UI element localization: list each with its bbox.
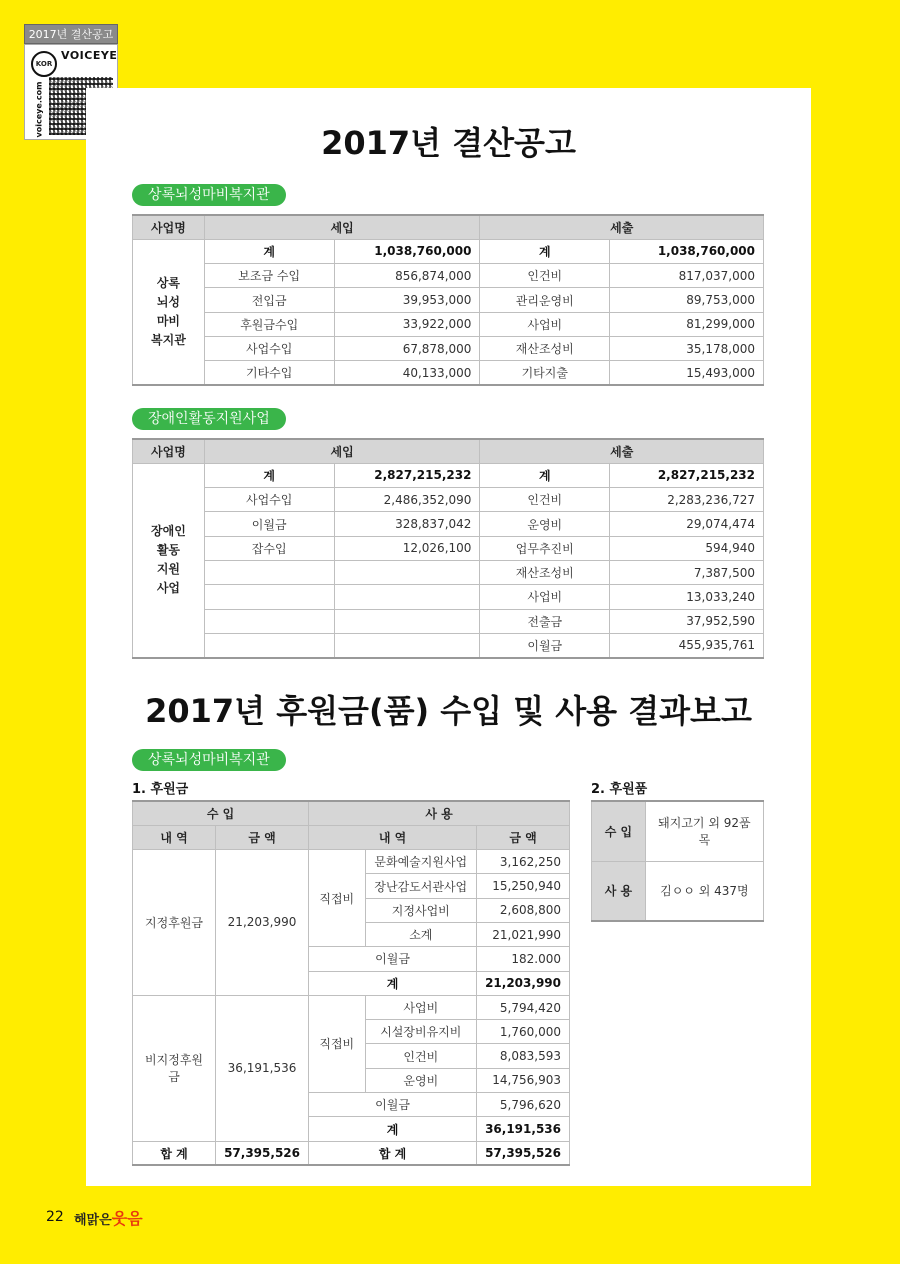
section-pill-2: 장애인활동지원사업 [132,408,286,430]
sum-use-label: 합 계 [309,1141,477,1165]
expense-label: 사업비 [480,312,610,336]
table-row [592,801,764,861]
group-amount: 36,191,536 [216,995,309,1141]
use-label: 장난감도서관사업 [365,874,477,898]
income-label [204,560,334,584]
expense-value: 594,940 [610,536,764,560]
biz-name: 장애인 활동 지원 사업 [133,463,205,657]
use-value: 3,162,250 [477,850,570,874]
table-row [133,312,764,336]
col-biz: 사업명 [133,215,205,239]
expense-label: 기타지출 [480,361,610,385]
col-biz: 사업명 [133,439,205,463]
carry-label: 이월금 [309,947,477,971]
expense-label: 전출금 [480,609,610,633]
donation-money-table [132,800,570,1166]
use-value: 14,756,903 [477,1068,570,1092]
table-row [133,850,570,874]
income-label [204,633,334,657]
carry-value: 5,796,620 [477,1093,570,1117]
biz-name: 상록 뇌성 마비 복지관 [133,239,205,385]
table-row [592,861,764,921]
col-use-amount: 금 액 [477,825,570,849]
group-name: 비지정후원금 [133,995,216,1141]
col-use-item: 내 역 [309,825,477,849]
total-label: 계 [309,1117,477,1141]
expense-value: 2,827,215,232 [610,463,764,487]
use-label: 지정사업비 [365,898,477,922]
expense-value: 2,283,236,727 [610,488,764,512]
total-value: 36,191,536 [477,1117,570,1141]
income-value [334,609,480,633]
expense-label: 관리운영비 [480,288,610,312]
table-row [133,995,570,1019]
use-label: 인건비 [365,1044,477,1068]
kor-seal: KOR [31,51,57,77]
voiceye-site: voiceye.com [34,81,44,138]
income-value [334,633,480,657]
col-income: 수 입 [133,801,309,825]
section-pill-1: 상록뇌성마비복지관 [132,184,286,206]
goods-income-value: 돼지고기 외 92품목 [645,801,763,861]
col-expense: 세출 [480,439,764,463]
expense-label: 계 [480,463,610,487]
income-label: 보조금 수입 [204,264,334,288]
income-label: 잡수입 [204,536,334,560]
sum-row [133,1141,570,1165]
use-value: 15,250,940 [477,874,570,898]
income-value [334,560,480,584]
col-expense: 세출 [480,215,764,239]
use-label: 문화예술지원사업 [365,850,477,874]
page-title: 2017년 결산공고 [321,124,576,162]
use-value: 21,021,990 [477,922,570,946]
table-row [133,488,764,512]
income-label: 계 [204,463,334,487]
sum-use-value: 57,395,526 [477,1141,570,1165]
expense-label: 계 [480,239,610,263]
table-row [133,463,764,487]
col-amount: 금 액 [216,825,309,849]
expense-label: 인건비 [480,488,610,512]
table-row [133,336,764,360]
expense-value: 15,493,000 [610,361,764,385]
col-use: 사 용 [309,801,570,825]
table-row [133,609,764,633]
expense-value: 455,935,761 [610,633,764,657]
expense-value: 81,299,000 [610,312,764,336]
donation-goods-heading: 2. 후원품 [591,782,648,797]
magazine-logo: 해맑은웃음 [74,1209,143,1228]
settlement-table-1 [132,214,764,386]
expense-value: 7,387,500 [610,560,764,584]
use-label: 운영비 [365,1068,477,1092]
table-row [133,585,764,609]
table-row [133,288,764,312]
table-row [133,361,764,385]
section-tag: 2017년 결산공고 [24,24,118,44]
use-value: 2,608,800 [477,898,570,922]
income-value [334,585,480,609]
page-paper [86,88,811,1186]
expense-value: 13,033,240 [610,585,764,609]
income-label: 계 [204,239,334,263]
income-value: 2,486,352,090 [334,488,480,512]
expense-value: 817,037,000 [610,264,764,288]
section-pill-3: 상록뇌성마비복지관 [132,749,286,771]
total-label: 계 [309,971,477,995]
group-name: 지정후원금 [133,850,216,996]
direct-cost-label: 직접비 [309,995,366,1092]
expense-label: 이월금 [480,633,610,657]
report-title: 2017년 후원금(품) 수입 및 사용 결과보고 [145,692,752,730]
group-amount: 21,203,990 [216,850,309,996]
expense-label: 재산조성비 [480,560,610,584]
income-value: 33,922,000 [334,312,480,336]
table-row [133,264,764,288]
income-value: 67,878,000 [334,336,480,360]
use-value: 8,083,593 [477,1044,570,1068]
voiceye-brand: VOICEYE [61,49,118,62]
table-row [133,633,764,657]
income-value: 1,038,760,000 [334,239,480,263]
income-label: 사업수입 [204,488,334,512]
income-value: 2,827,215,232 [334,463,480,487]
goods-income-label: 수 입 [592,801,646,861]
donation-goods-table [591,800,764,922]
use-label: 사업비 [365,995,477,1019]
income-label: 기타수입 [204,361,334,385]
expense-label: 재산조성비 [480,336,610,360]
income-label: 전입금 [204,288,334,312]
page-number: 22 [46,1209,64,1225]
income-label [204,609,334,633]
table-row [133,560,764,584]
income-label [204,585,334,609]
income-value: 39,953,000 [334,288,480,312]
goods-use-value: 김ㅇㅇ 외 437명 [645,861,763,921]
sum-label: 합 계 [133,1141,216,1165]
use-value: 5,794,420 [477,995,570,1019]
col-income: 세입 [204,439,480,463]
income-value: 12,026,100 [334,536,480,560]
expense-value: 1,038,760,000 [610,239,764,263]
use-value: 1,760,000 [477,1020,570,1044]
goods-use-label: 사 용 [592,861,646,921]
table-row [133,512,764,536]
settlement-table-2 [132,438,764,659]
income-label: 후원금수입 [204,312,334,336]
expense-value: 37,952,590 [610,609,764,633]
income-value: 856,874,000 [334,264,480,288]
total-value: 21,203,990 [477,971,570,995]
income-value: 40,133,000 [334,361,480,385]
carry-label: 이월금 [309,1093,477,1117]
direct-cost-label: 직접비 [309,850,366,947]
expense-value: 35,178,000 [610,336,764,360]
expense-label: 사업비 [480,585,610,609]
donation-money-heading: 1. 후원금 [132,782,189,797]
income-label: 이월금 [204,512,334,536]
expense-value: 29,074,474 [610,512,764,536]
use-label: 시설장비유지비 [365,1020,477,1044]
use-label: 소계 [365,922,477,946]
income-label: 사업수입 [204,336,334,360]
table-row [133,536,764,560]
expense-label: 운영비 [480,512,610,536]
income-value: 328,837,042 [334,512,480,536]
col-income: 세입 [204,215,480,239]
expense-label: 업무추진비 [480,536,610,560]
carry-value: 182.000 [477,947,570,971]
expense-value: 89,753,000 [610,288,764,312]
table-row [133,239,764,263]
expense-label: 인건비 [480,264,610,288]
sum-value: 57,395,526 [216,1141,309,1165]
col-item: 내 역 [133,825,216,849]
